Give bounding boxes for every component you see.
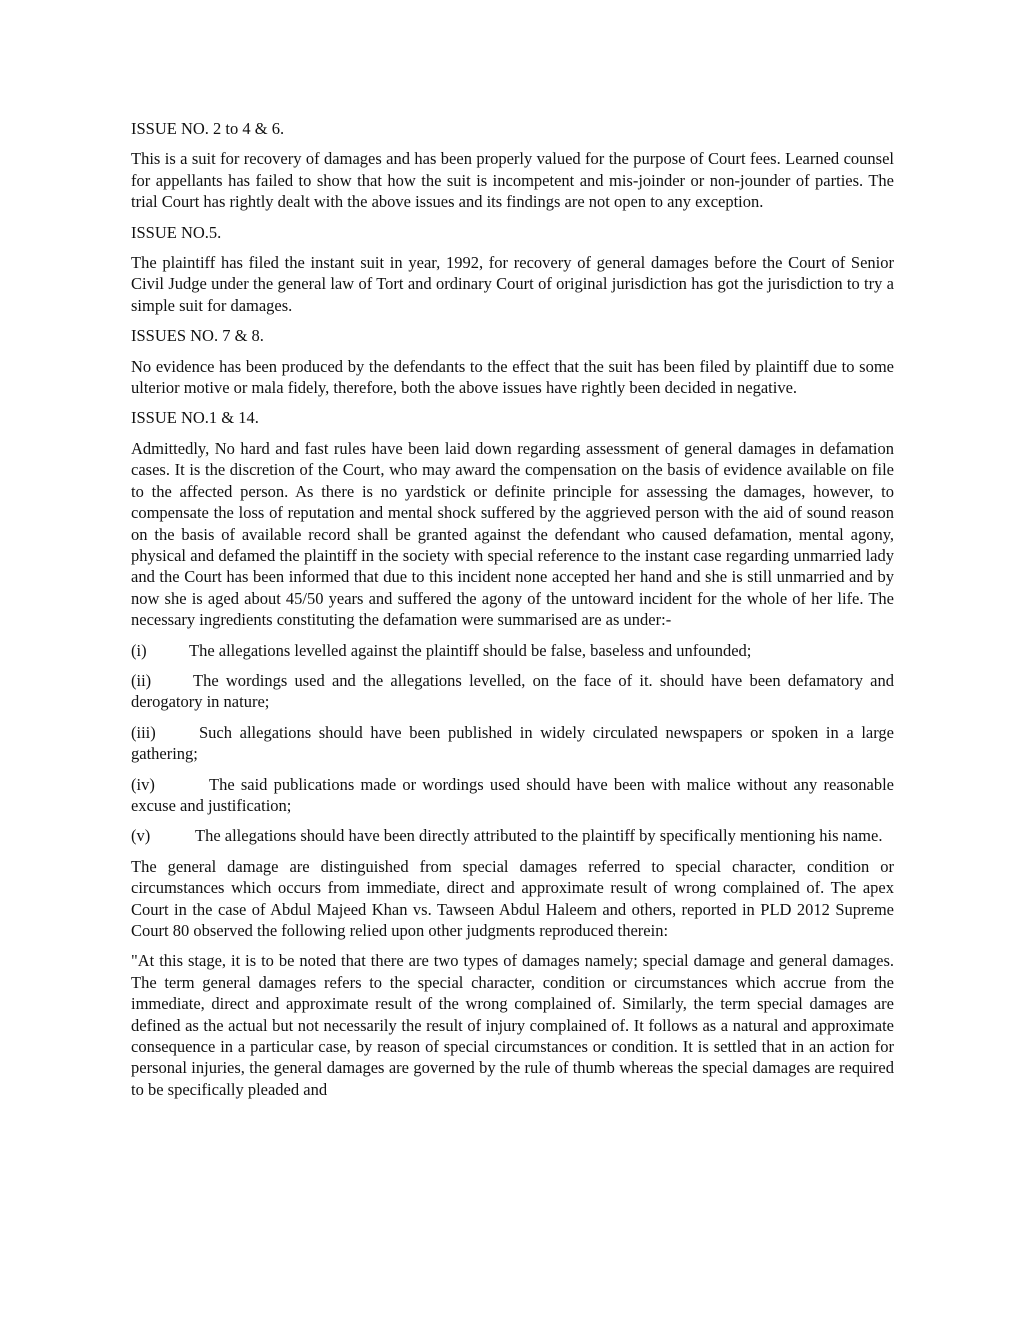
list-item-text: The said publications made or wordings used should have been with malice without any reasonable excuse and justification; [131,774,894,815]
heading-issue-2-4-6: ISSUE NO. 2 to 4 & 6. [131,119,285,138]
paragraph-jurisdiction: The plaintiff has filed the instant suit in year, 1992, for recovery of general damages before the Court of Senior Civil Judge under the general law of Tort and ordinary Court of original jurisdiction has got the jurisdiction to try a simple suit for damages. [131,253,894,315]
list-item-text: The wordings used and the allegations levelled, on the face of it. should have been defamatory and derogatory in nature; [131,670,894,712]
list-item [131,640,894,661]
list-item-number: (v) [131,826,151,846]
paragraph-ulterior-motive: No evidence has been produced by the defendants to the effect that the suit has been filed by plaintiff due to some ulterior motive or mala fidely, therefore, both the above issues have rightly been decided in negative. [131,356,894,398]
list-item-number: (i) [131,640,147,660]
list-item [131,774,894,817]
paragraph-quotation: "At this stage, it is to be noted that there are two types of damages namely; special damage and general damages. The term general damages refers to the special character, condition or circumstances which accrue from the immediate, direct and approximate result of the wrong complained of. Similarly, the term special damages are defined as the actual but not necessarily the result of injury complained of. It follows as a natural and approximate consequence in a particular case, by reason of special circumstances or condition. It is settled that in an action for personal injuries, the general damages are governed by the rule of thumb whereas the special damages are required to be specifically pleaded and [131,951,894,1099]
document-page [131,118,894,1109]
list-item-number: (ii) [131,670,152,690]
list-item-number: (iv) [131,774,155,794]
paragraph-defamation-damages: Admittedly, No hard and fast rules have been laid down regarding assessment of general damages in defamation cases. It is the discretion of the Court, who may award the compensation on the basis of evidence available on file to the affected person. As there is no yardstick or definite principle for assessing the damages, however, to compensate the loss of reputation and mental shock suffered by the aggrieved person with the aid of sound reason on the basis of available record shall be granted against the defendant who caused defamation, mental agony, physical and defamed the plaintiff in the society with special reference to the instant case regarding unmarried lady and the Court has been informed that due to this incident none accepted her hand and she is still unmarried and by now she is aged about 45/50 years and suffered the agony of the untoward incident for the whole of her life. The necessary ingredients constituting the defamation were summarised are as under:- [131,438,894,630]
list-item-text: Such allegations should have been published in widely circulated newspapers or spoken in a large gathering; [131,722,894,764]
paragraph-court-fees: This is a suit for recovery of damages and has been properly valued for the purpose of Court fees. Learned counsel for appellants has failed to show that how the suit is incompetent and mis-joinder or non-jounder of parties. The trial Court has rightly dealt with the above issues and its findings are not open to any exception. [131,149,894,212]
list-item-number: (iii) [131,722,156,742]
paragraph-general-vs-special: The general damage are distinguished from special damages referred to special character, condition or circumstances which occurs from immediate, direct and approximate result of wrong complained of. The apex Court in the case of Abdul Majeed Khan vs. Tawseen Abdul Haleem and others, reported in PLD 2012 Supreme Court 80 observed the following relied upon other judgments reproduced therein: [131,856,894,940]
list-item-text: The allegations should have been directly attributed to the plaintiff by specifically mentioning his name. [195,826,883,846]
heading-issue-7-8: ISSUES NO. 7 & 8. [131,326,264,346]
list-item [131,825,894,846]
list-item [131,722,894,765]
list-item-text: The allegations levelled against the plaintiff should be false, baseless and unfounded; [189,640,752,660]
list-item [131,670,894,713]
heading-issue-1-14: ISSUE NO.1 & 14. [131,408,259,428]
heading-issue-5: ISSUE NO.5. [131,222,222,242]
